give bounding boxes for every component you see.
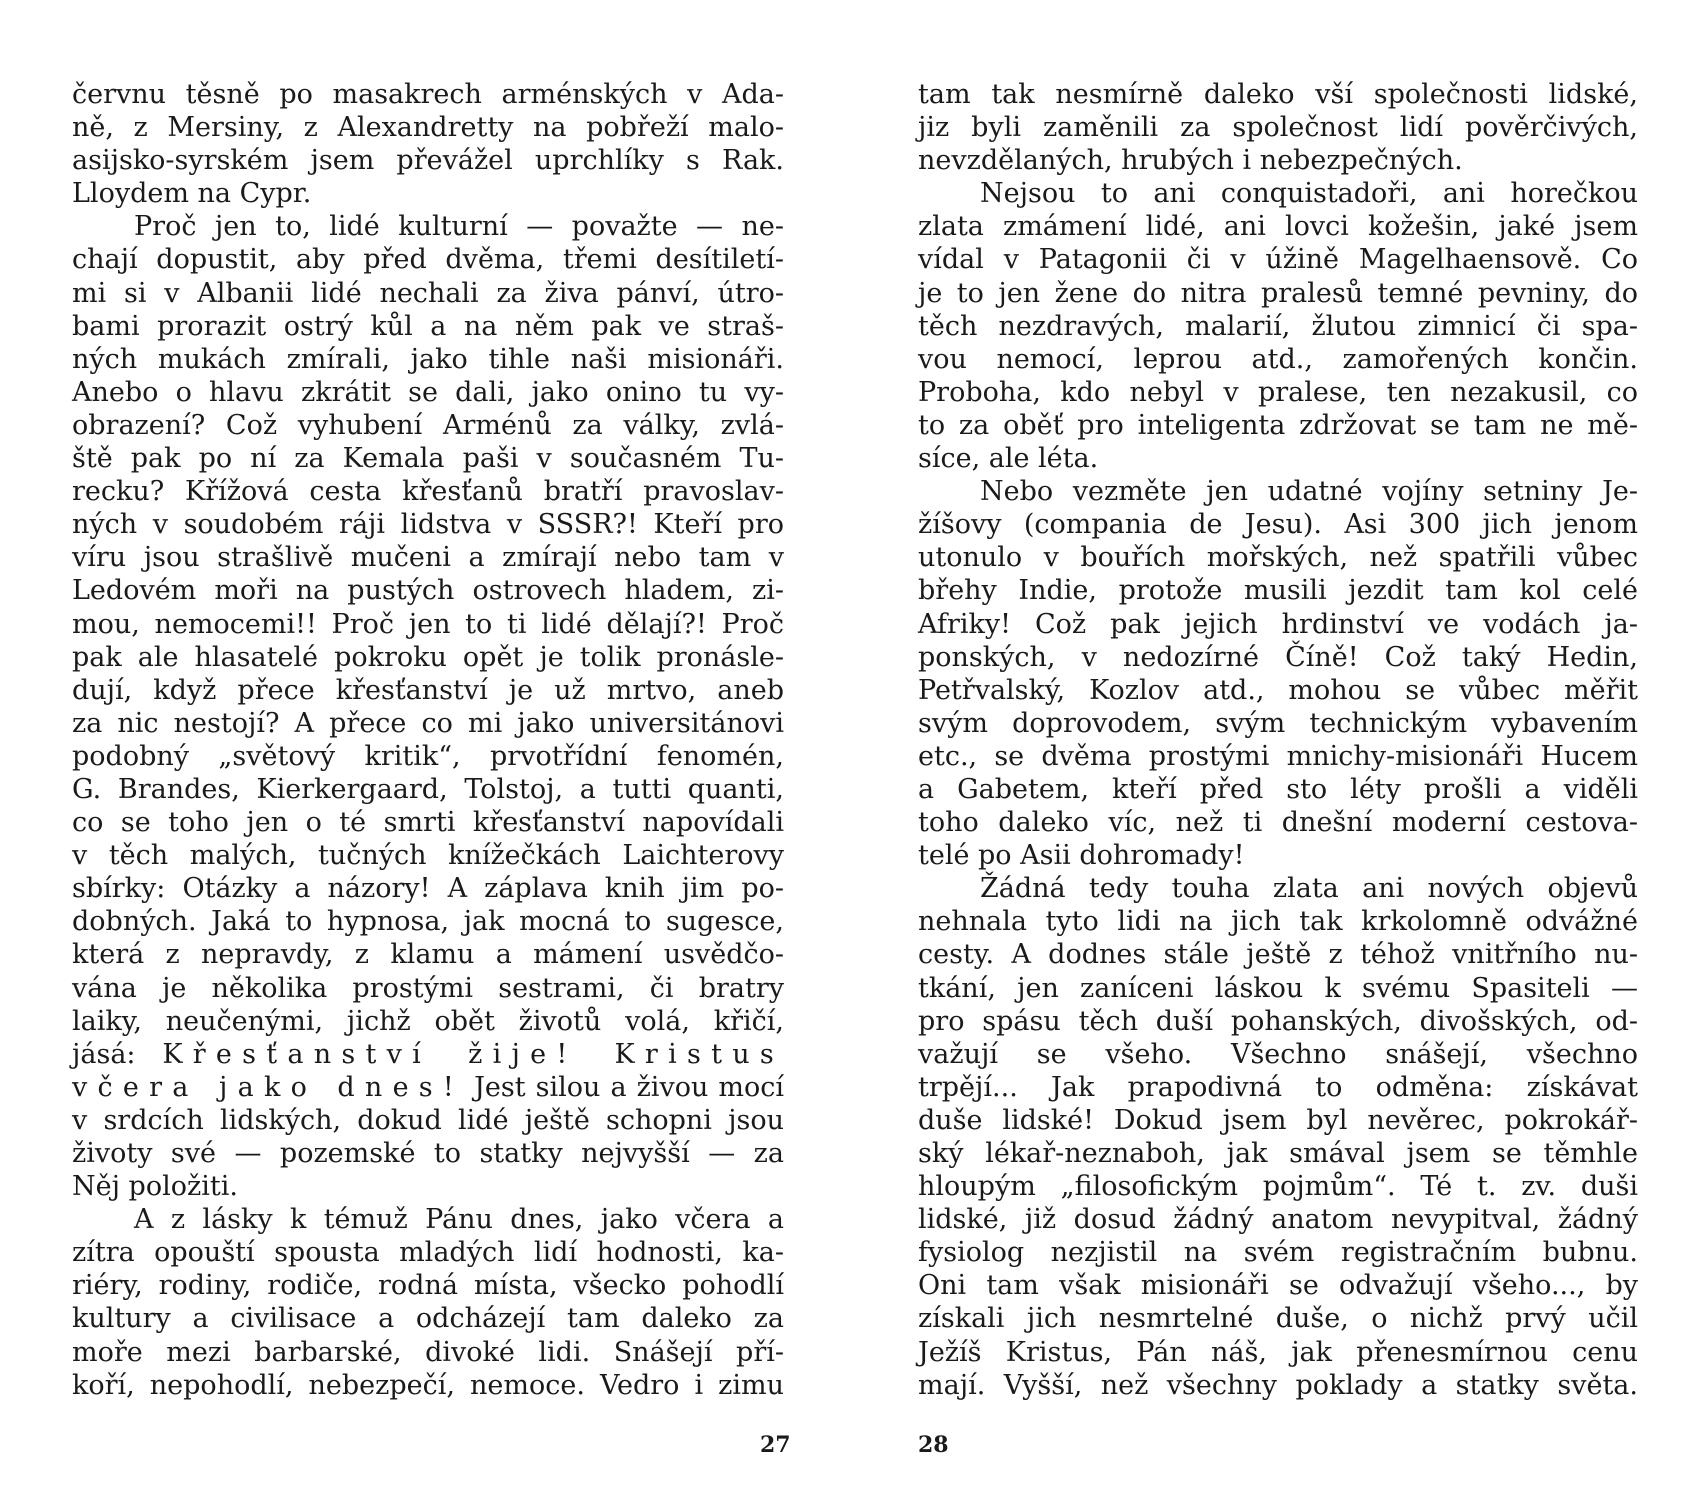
line-text: za nic nestojí? A přece co mi jako universitánovi (72, 707, 784, 739)
line-text: tkání, jen zaníceni láskou k svému Spasiteli — (918, 972, 1638, 1004)
text-line (918, 806, 1638, 839)
text-line (72, 210, 784, 243)
text-line (918, 1269, 1638, 1302)
text-line (918, 111, 1638, 144)
text-line (72, 243, 784, 276)
line-text: pro spásu těch duší pohanských, divošských, od- (918, 1005, 1638, 1037)
line-text: utonulo v bouřích mořských, než spatřili vůbec (918, 542, 1638, 574)
text-line (918, 608, 1638, 641)
text-line (918, 409, 1638, 442)
text-line (918, 310, 1638, 343)
text-line (918, 442, 1638, 475)
text-line (72, 972, 784, 1005)
text-line (918, 243, 1638, 276)
line-text: kultury a civilisace a odcházejí tam daleko za (72, 1303, 784, 1335)
line-text: nehnala tyto lidi na jich tak krkolomně odvážné (918, 906, 1638, 938)
line-text: ných v soudobém ráji lidstva v SSSR?! Kteří pro (72, 509, 784, 541)
line-text: mají. Vyšší, než všechny poklady a statky světa. (918, 1369, 1638, 1401)
line-text: získali jich nesmrtelné duše, o nichž prvý učil (918, 1303, 1638, 1335)
line-text: zítra opouští spousta mladých lidí hodnosti, ka- (72, 1237, 784, 1269)
text-line (72, 144, 784, 177)
line-text: lidské, již dosud žádný anatom nevypitval, žádný (918, 1204, 1638, 1236)
line-text: cesty. A dodnes stále ještě z téhož vnitřního nu- (918, 939, 1638, 971)
line-text: červnu těsně po masakrech arménských v Ada- (72, 79, 784, 110)
text-line (72, 905, 784, 938)
left-page-text (72, 78, 784, 1402)
line-text: važují se všeho. Všechno snášejí, všechno (918, 1038, 1638, 1070)
text-line (72, 277, 784, 310)
line-text: dují, když přece křesťanství je už mrtvo, aneb (72, 674, 784, 706)
line-text: obrazení? Což vyhubení Arménů za války, zvlá- (72, 409, 784, 441)
text-line (72, 111, 784, 144)
line-text: ponských, v nedozírné Číně! Což taký Hedin, (918, 641, 1638, 673)
text-line (918, 78, 1638, 111)
text-line (918, 541, 1638, 574)
text-line (918, 376, 1638, 409)
text-line (72, 376, 784, 409)
emphasized-text: včera jako dnes! (72, 1071, 465, 1103)
line-text: Nejsou to ani conquistadoři, ani horečkou (980, 178, 1638, 210)
line-text: Oni tam však misionáři se odvažují všeho..., by (918, 1270, 1638, 1302)
text-line (918, 1137, 1638, 1170)
line-text: v těch malých, tučných knížečkách Laichterovy (72, 840, 784, 872)
line-text: dobných. Jaká to hypnosa, jak mocná to sugesce, (72, 906, 784, 938)
line-text: ných mukách zmírali, jako tihle naši misionáři. (72, 343, 784, 375)
text-line (918, 574, 1638, 607)
line-text: břehy Indie, protože musili jezdit tam kol celé (918, 575, 1638, 607)
text-line (72, 1336, 784, 1369)
line-text: Afriky! Což pak jejich hrdinství ve vodách ja- (918, 608, 1638, 640)
text-line (918, 277, 1638, 310)
line-text: moře mezi barbarské, divoké lidi. Snášejí pří- (72, 1336, 784, 1368)
text-line (918, 1203, 1638, 1236)
line-text: jásá: (72, 1038, 136, 1070)
line-text: a Gabetem, kteří před sto léty prošli a viděli (918, 773, 1638, 805)
line-text: ský lékař-neznaboh, jak smával jsem se těmhle (918, 1138, 1638, 1169)
text-line (72, 409, 784, 442)
line-text: vídal v Patagonii či v úžině Magelhaensově. Co (918, 244, 1638, 276)
text-line (72, 1302, 784, 1335)
text-line (918, 343, 1638, 376)
line-text: jiz byli zaměnili za společnost lidí pověrčivých, (918, 112, 1638, 144)
page-number-left: 27 (760, 1432, 791, 1458)
text-line (918, 1369, 1638, 1402)
text-line (72, 343, 784, 376)
text-line (72, 608, 784, 641)
text-line (72, 839, 784, 872)
line-text: svým doprovodem, svým technickým vybavením (918, 707, 1638, 739)
text-line (918, 210, 1638, 243)
text-line (918, 1005, 1638, 1038)
text-line (918, 707, 1638, 740)
text-line (72, 740, 784, 773)
line-text: v srdcích lidských, dokud lidé ještě schopni jsou (72, 1104, 784, 1136)
text-line (72, 1104, 784, 1137)
text-line (72, 806, 784, 839)
text-line (918, 508, 1638, 541)
text-line (918, 144, 1638, 177)
text-line (72, 1269, 784, 1302)
line-text: telé po Asii dohromady! (918, 840, 1245, 872)
text-line (918, 938, 1638, 971)
line-text: tam tak nesmírně daleko vší společnosti lidské, (918, 79, 1638, 110)
text-line (918, 1038, 1638, 1071)
text-line (72, 177, 784, 210)
text-line (72, 1236, 784, 1269)
text-line (72, 1038, 784, 1071)
text-line (72, 1071, 784, 1104)
text-line (918, 972, 1638, 1005)
line-text: Nebo vezměte jen udatné vojíny setniny Je- (980, 476, 1638, 508)
line-text: to za oběť pro inteligenta zdržovat se tam ne mě- (918, 409, 1638, 441)
text-line (918, 674, 1638, 707)
line-text: fysiolog nezjistil na svém registračním bubnu. (918, 1237, 1638, 1269)
line-text: laiky, neučenými, jichž obět životů volá, křičí, (72, 1005, 784, 1037)
text-line (72, 442, 784, 475)
line-text: síce, ale léta. (918, 443, 1099, 475)
line-text: toho daleko víc, než ti dnešní moderní cestova- (918, 807, 1638, 839)
line-text: víru jsou strašlivě mučeni a zmírají nebo tam v (72, 542, 784, 574)
line-text: vána je několika prostými sestrami, či bratry (72, 972, 784, 1004)
text-line (72, 508, 784, 541)
text-line (72, 475, 784, 508)
line-text: je to jen žene do nitra pralesů temné pevniny, do (918, 277, 1638, 309)
line-text: vou nemocí, leprou atd., zamořených končin. (918, 343, 1638, 375)
line-text: těch nezdravých, malarií, žlutou zimnicí či spa- (918, 310, 1638, 342)
line-text: mou, nemocemi!! Proč jen to ti lidé dělají?! Proč (72, 608, 784, 640)
line-text: Něj položiti. (72, 1171, 238, 1203)
right-page-text (918, 78, 1638, 1402)
text-line (72, 1170, 784, 1203)
line-text: Jest silou a živou mocí (474, 1071, 784, 1103)
line-text: která z nepravdy, z klamu a mámení usvědčo- (72, 939, 784, 971)
line-text: A z lásky k témuž Pánu dnes, jako včera a (134, 1204, 784, 1236)
line-text: recku? Křížová cesta křesťanů bratří pravoslav- (72, 476, 784, 508)
text-line (918, 905, 1638, 938)
text-line (918, 1071, 1638, 1104)
line-text: Proboha, kdo nebyl v pralese, ten nezakusil, co (918, 376, 1638, 408)
page-number-right: 28 (918, 1432, 949, 1458)
text-line (72, 1137, 784, 1170)
text-line (918, 839, 1638, 872)
text-line (918, 872, 1638, 905)
text-line (72, 1005, 784, 1038)
text-line (918, 773, 1638, 806)
line-text: pak ale hlasatelé pokroku opět je tolik pronásle- (72, 641, 784, 673)
line-text: Ježíš Kristus, Pán náš, jak přenesmírnou cenu (918, 1336, 1638, 1368)
emphasized-text: Křesťanství žije! Kristus (162, 1038, 784, 1070)
line-text: koří, nepohodlí, nebezpečí, nemoce. Vedro i zimu (72, 1369, 784, 1401)
line-text: mi si v Albanii lidé nechali za živa pánví, útro- (72, 277, 784, 309)
line-text: žíšovy (compania de Jesu). Asi 300 jich jenom (918, 509, 1638, 541)
line-text: Proč jen to, lidé kulturní — považte — ne- (134, 211, 784, 243)
line-text: Lloydem na Cypr. (72, 178, 312, 210)
line-text: ště pak po ní za Kemala paši v současném Tu- (72, 443, 784, 475)
text-line (918, 740, 1638, 773)
line-text: G. Brandes, Kierkergaard, Tolstoj, a tutti quanti, (72, 773, 784, 805)
line-text: bami prorazit ostrý kůl a na něm pak ve straš- (72, 310, 784, 342)
line-text: Petřvalský, Kozlov atd., mohou se vůbec měřit (918, 674, 1638, 706)
text-line (72, 641, 784, 674)
line-text: životy své — pozemské to statky nejvyšší — za (72, 1138, 784, 1169)
line-text: etc., se dvěma prostými mnichy-misionáři Hucem (918, 740, 1638, 772)
line-text: asijsko-syrském jsem převážel uprchlíky s Rak. (72, 145, 784, 177)
text-line (918, 1170, 1638, 1203)
text-line (72, 1203, 784, 1236)
text-line (918, 475, 1638, 508)
text-line (72, 707, 784, 740)
line-text: ně, z Mersiny, z Alexandretty na pobřeží malo- (72, 112, 784, 144)
text-line (72, 541, 784, 574)
line-text: Ledovém moři na pustých ostrovech hladem, zi- (72, 575, 784, 607)
line-text: hloupým „filosofickým pojmům“. Té t. zv. duši (918, 1171, 1638, 1203)
line-text: nevzdělaných, hrubých i nebezpečných. (918, 145, 1463, 177)
line-text: sbírky: Otázky a názory! A záplava knih jim po- (72, 873, 784, 905)
text-line (72, 310, 784, 343)
text-line (72, 872, 784, 905)
text-line (918, 1302, 1638, 1335)
line-text: zlata zmámení lidé, ani lovci kožešin, jaké jsem (918, 211, 1638, 243)
text-line (918, 641, 1638, 674)
line-text: Žádná tedy touha zlata ani nových objevů (980, 873, 1638, 905)
line-text: co se toho jen o té smrti křesťanství napovídali (72, 807, 784, 839)
line-text: chají dopustit, aby před dvěma, třemi desítiletí- (72, 244, 784, 276)
text-line (72, 674, 784, 707)
text-line (918, 1336, 1638, 1369)
text-line (72, 574, 784, 607)
text-line (918, 1104, 1638, 1137)
line-text: podobný „světový kritik“, prvotřídní fenomén, (72, 740, 784, 772)
text-line (918, 177, 1638, 210)
line-text: trpějí... Jak prapodivná to odměna: získávat (918, 1071, 1638, 1103)
text-line (72, 1369, 784, 1402)
line-text: duše lidské! Dokud jsem byl nevěrec, pokrokář- (918, 1104, 1638, 1136)
text-line (72, 773, 784, 806)
line-text: Anebo o hlavu zkrátit se dali, jako onino tu vy- (72, 376, 784, 408)
line-text: riéry, rodiny, rodiče, rodná místa, všecko pohodlí (72, 1270, 784, 1302)
text-line (918, 1236, 1638, 1269)
text-line (72, 938, 784, 971)
text-line (72, 78, 784, 111)
